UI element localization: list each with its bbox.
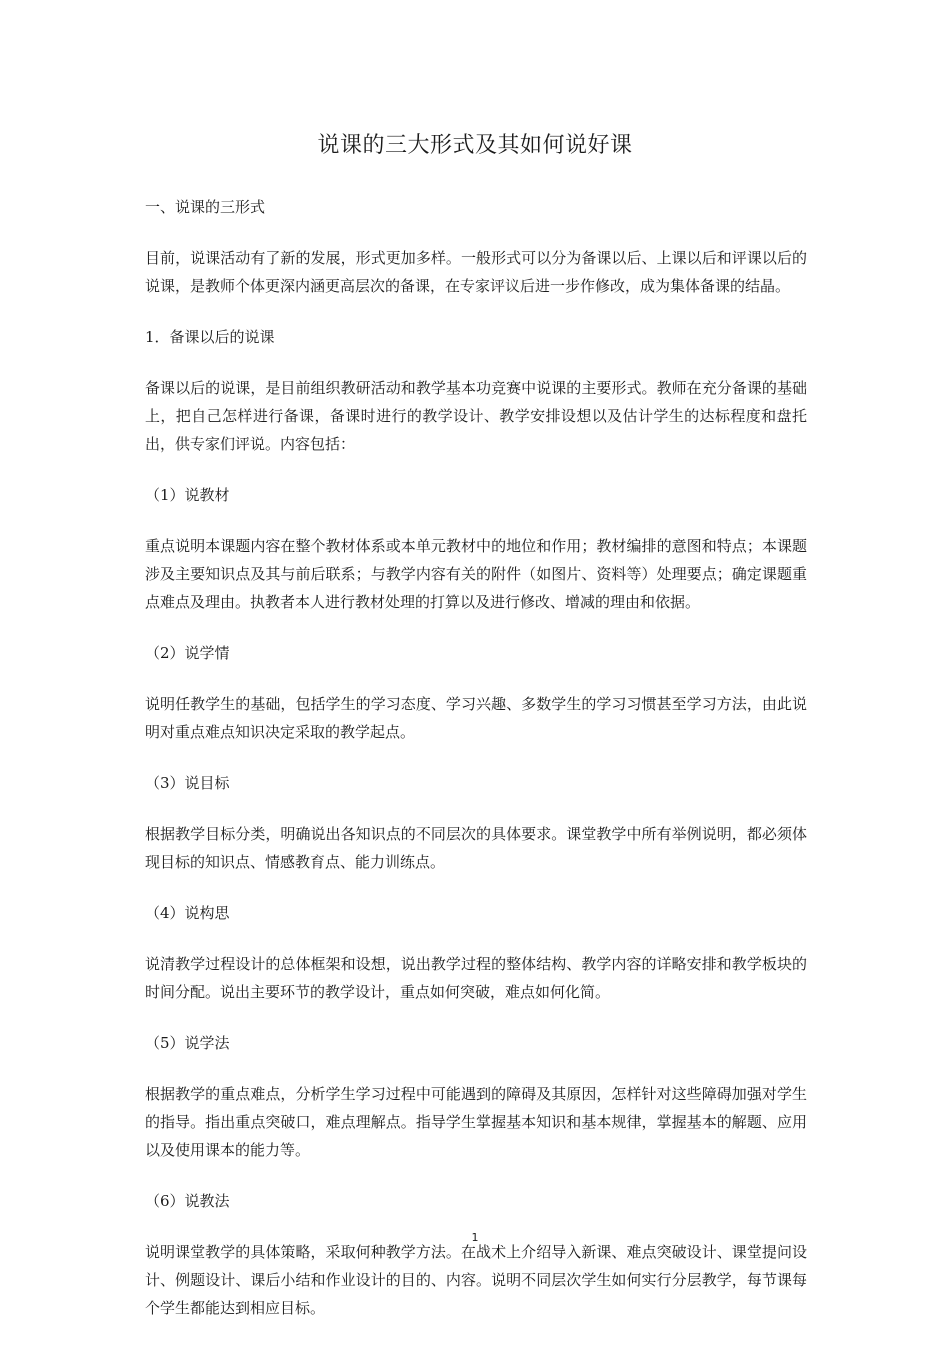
paragraph: 说明课堂教学的具体策略，采取何种教学方法。在战术上介绍导入新课、难点突破设计、课堂提问设计、例题设计、课后小结和作业设计的目的、内容。说明不同层次学生如何实行分层教学，每节课每个学生都能达到相应目标。 bbox=[145, 1243, 807, 1317]
item-heading: （4）说构思 bbox=[145, 904, 230, 922]
document-title: 说课的三大形式及其如何说好课 bbox=[317, 133, 633, 158]
paragraph: 说明任教学生的基础，包括学生的学习态度、学习兴趣、多数学生的学习习惯甚至学习方法，由此说明对重点难点知识决定采取的教学起点。 bbox=[145, 695, 807, 741]
document-body bbox=[145, 193, 807, 1345]
paragraph: 根据教学目标分类，明确说出各知识点的不同层次的具体要求。课堂教学中所有举例说明，都必须体现目标的知识点、情感教育点、能力训练点。 bbox=[145, 825, 807, 871]
paragraph: 说清教学过程设计的总体框架和设想，说出教学过程的整体结构、教学内容的详略安排和教学板块的时间分配。说出主要环节的教学设计，重点如何突破，难点如何化简。 bbox=[145, 955, 807, 1001]
paragraph: 备课以后的说课，是目前组织教研活动和教学基本功竞赛中说课的主要形式。教师在充分备课的基础上，把自己怎样进行备课，备课时进行的教学设计、教学安排设想以及估计学生的达标程度和盘托出，供专家们评说。内容包括： bbox=[145, 379, 807, 453]
item-heading: （3）说目标 bbox=[145, 774, 230, 792]
section-heading: 一、说课的三形式 bbox=[145, 198, 266, 216]
item-heading: （6）说教法 bbox=[145, 1192, 230, 1210]
item-heading: （5）说学法 bbox=[145, 1034, 230, 1052]
paragraph: 根据教学的重点难点，分析学生学习过程中可能遇到的障碍及其原因，怎样针对这些障碍加强对学生的指导。指出重点突破口，难点理解点。指导学生掌握基本知识和基本规律，掌握基本的解题、应用以及使用课本的能力等。 bbox=[145, 1085, 807, 1159]
subsection-heading: 1．备课以后的说课 bbox=[145, 328, 275, 346]
paragraph: 目前，说课活动有了新的发展，形式更加多样。一般形式可以分为备课以后、上课以后和评课以后的说课，是教师个体更深内涵更高层次的备课，在专家评议后进一步作修改，成为集体备课的结晶。 bbox=[145, 249, 807, 295]
item-heading: （2）说学情 bbox=[145, 644, 230, 662]
page-number: 1 bbox=[471, 1231, 479, 1244]
paragraph: 重点说明本课题内容在整个教材体系或本单元教材中的地位和作用；教材编排的意图和特点；本课题涉及主要知识点及其与前后联系；与教学内容有关的附件（如图片、资料等）处理要点；确定课题重点难点及理由。执教者本人进行教材处理的打算以及进行修改、增减的理由和依据。 bbox=[145, 537, 807, 611]
item-heading: （1）说教材 bbox=[145, 486, 230, 504]
